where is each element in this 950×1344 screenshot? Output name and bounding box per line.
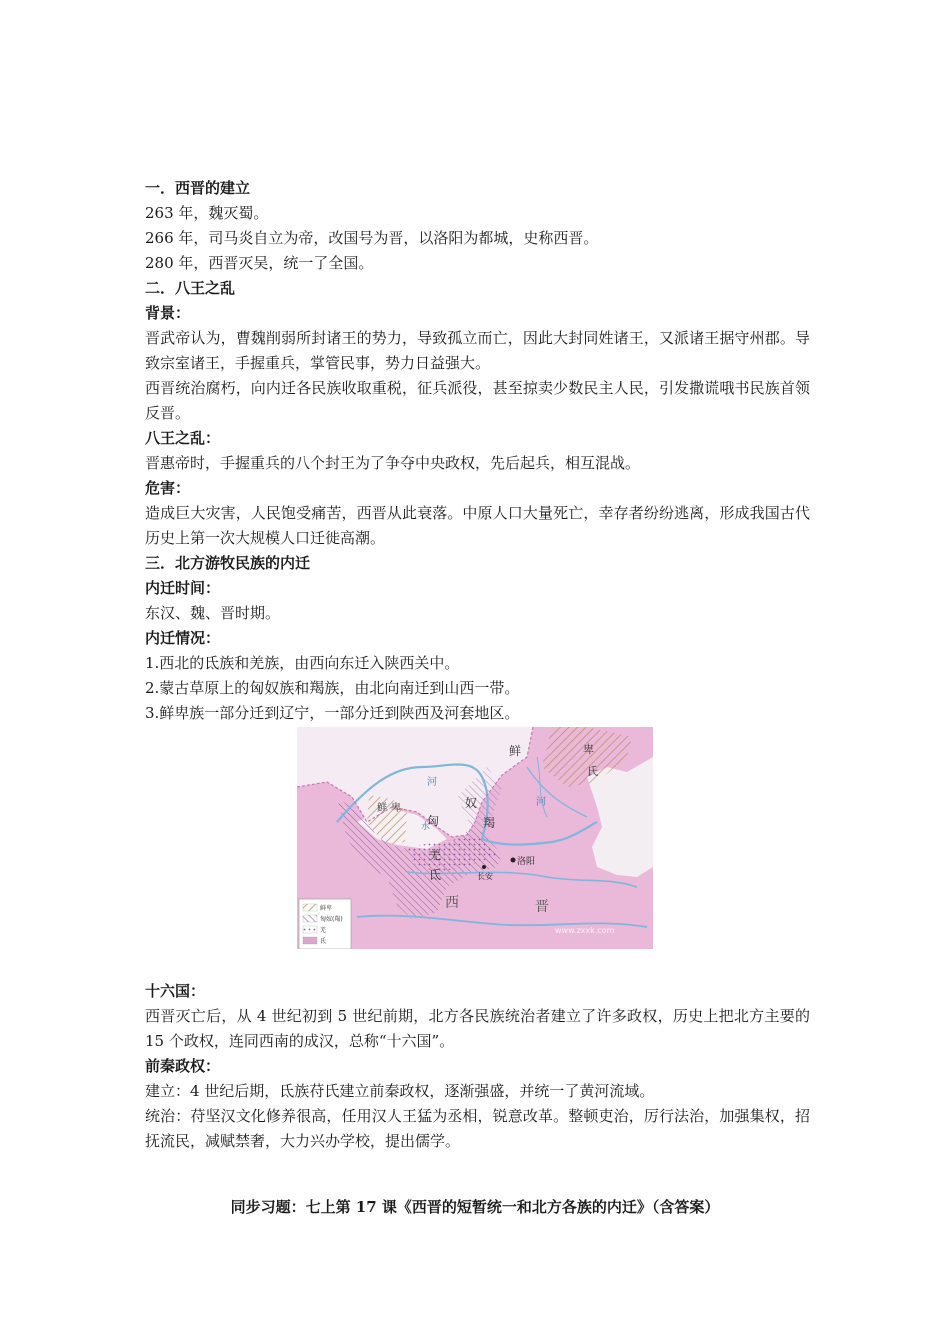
map-label-xiong: 匈 xyxy=(427,814,440,828)
background-label: 背景： xyxy=(145,304,191,322)
section1-line-2: 266 年，司马炎自立为帝，改国号为晋，以洛阳为都城，史称西晋。 xyxy=(145,229,599,247)
establish-text: 建立：4 世纪后期，氐族苻氏建立前秦政权，逐渐强盛，并统一了黄河流域。 xyxy=(145,1082,655,1100)
map-label-bei-ne: 卑 xyxy=(583,743,594,756)
map-label-bei-w: 卑 xyxy=(391,803,401,814)
map-label-he-e: 河 xyxy=(536,797,546,808)
legend-di: 氐 xyxy=(320,938,327,945)
map-label-he-w: 河 xyxy=(427,777,437,788)
migration-map xyxy=(297,727,653,949)
section2-heading: 二．八王之乱 xyxy=(145,279,236,297)
exercise-title: 同步习题：七上第 17 课《西晋的短暂统一和北方各族的内迁》（含答案） xyxy=(230,1198,720,1216)
map-label-changan: 长安 xyxy=(477,872,493,881)
situation-item-3: 3.鲜卑族一部分迁到辽宁，一部分迁到陕西及河套地区。 xyxy=(145,704,520,722)
legend-qiang: 羌 xyxy=(320,927,327,934)
qianqin-label: 前秦政权： xyxy=(145,1057,221,1075)
legend-xianbei: 鲜卑 xyxy=(320,905,333,912)
map-label-jin: 晋 xyxy=(535,899,549,915)
background-para-1: 晋武帝认为，曹魏削弱所封诸王的势力，导致孤立而亡，因此大封同姓诸王，又派诸王据守州郡。导致宗室诸王，手握重兵，掌管民事，势力日益强大。 xyxy=(145,329,810,372)
situation-item-1: 1.西北的氐族和羌族，由西向东迁入陕西关中。 xyxy=(145,654,460,672)
luoyang-marker xyxy=(511,858,516,863)
map-label-xian-ne: 鲜 xyxy=(509,744,522,758)
document-body xyxy=(145,176,810,1154)
situation-label: 内迁情况： xyxy=(145,629,221,647)
sixteen-label: 十六国： xyxy=(145,982,206,1000)
background-para-2: 西晋统治腐朽，向内迁各民族收取重税，征兵派役，甚至掠卖少数民主人民，引发撒谎哦书民族首领反晋。 xyxy=(145,379,810,422)
map-label-di: 氐 xyxy=(429,868,442,882)
sixteen-text: 西晋灭亡后，从 4 世纪初到 5 世纪前期，北方各民族统治者建立了许多政权，历史上把北方主要的 15 个政权，连同西南的成汉，总称“十六国”。 xyxy=(145,1007,810,1050)
section1-line-3: 280 年，西晋灭吴，统一了全国。 xyxy=(145,254,374,272)
map-label-luoyang: 洛阳 xyxy=(517,857,536,867)
harm-label: 危害： xyxy=(145,479,191,497)
migration-map-svg xyxy=(297,727,653,949)
legend-xiongnu: 匈奴(羯) xyxy=(320,916,343,923)
section1-line-1: 263 年，魏灭蜀。 xyxy=(145,204,269,222)
section1-heading: 一．西晋的建立 xyxy=(145,179,251,197)
chaos-label: 八王之乱： xyxy=(145,429,221,447)
changan-marker xyxy=(482,865,486,869)
rule-text: 统治：苻坚汉文化修养很高，任用汉人王猛为丞相，锐意改革。整顿吏治，厉行法治，加强集权，招抚流民，减赋禁奢，大力兴办学校，提出儒学。 xyxy=(145,1107,810,1150)
map-label-nu: 奴 xyxy=(465,796,478,810)
chaos-text: 晋惠帝时，手握重兵的八个封王为了争夺中央政权，先后起兵，相互混战。 xyxy=(145,454,641,472)
time-text: 东汉、魏、晋时期。 xyxy=(145,604,281,622)
map-label-xi: 西 xyxy=(445,895,459,911)
map-label-shui: 水 xyxy=(421,822,431,832)
map-label-qiang: 羌 xyxy=(429,848,442,862)
situation-item-2: 2.蒙古草原上的匈奴族和羯族，由北向南迁到山西一带。 xyxy=(145,679,520,697)
map-label-jie: 羯 xyxy=(483,816,496,830)
time-label: 内迁时间： xyxy=(145,579,221,597)
map-label-xian-w: 鲜 xyxy=(377,803,387,814)
map-watermark: www.zxxk.com xyxy=(555,926,615,935)
section3-heading: 三．北方游牧民族的内迁 xyxy=(145,554,311,572)
harm-text: 造成巨大灾害，人民饱受痛苦，西晋从此衰落。中原人口大量死亡，幸存者纷纷逃离，形成我国古代历史上第一次大规模人口迁徙高潮。 xyxy=(145,504,810,547)
map-label-shi-ne: 氏 xyxy=(587,765,598,778)
